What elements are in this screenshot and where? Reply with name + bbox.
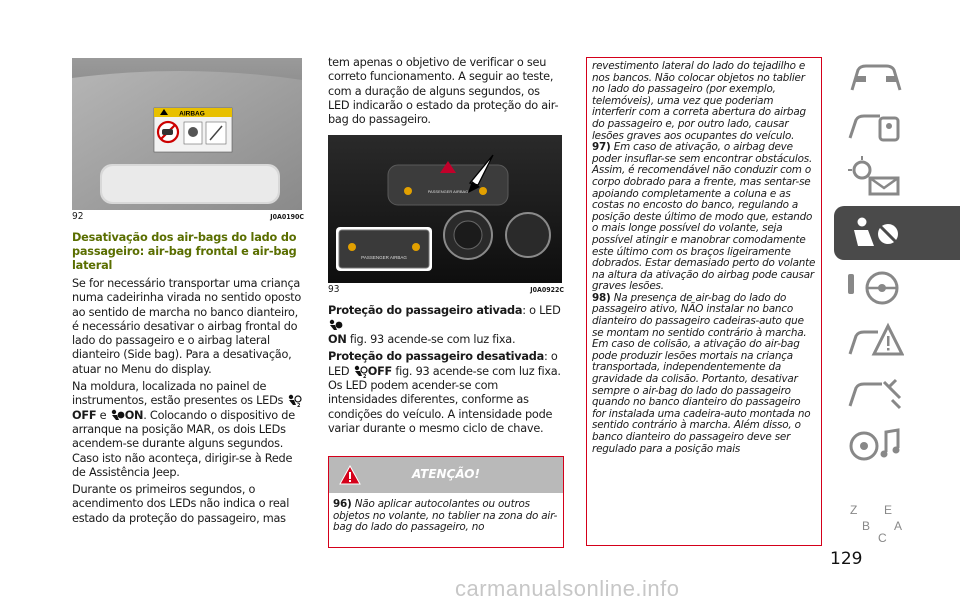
airbag-on-icon <box>110 409 125 422</box>
inset-label: PASSENGER AIRBAG <box>361 255 407 261</box>
seat-airbag-icon <box>844 212 904 254</box>
warning-header <box>329 457 563 493</box>
warning-box-continued <box>586 57 822 546</box>
steering-wheel-icon <box>844 268 904 310</box>
figure-code: J0A0190C <box>270 213 304 221</box>
car-service-icon <box>844 372 904 414</box>
index-letter: C <box>878 531 887 545</box>
tab-alphabetic-index[interactable] <box>834 494 960 548</box>
dashboard-illustration <box>328 135 562 283</box>
panel-label: PASSENGER AIRBAG <box>427 189 469 195</box>
warning-box <box>328 456 564 548</box>
figure-92-caption <box>72 211 304 223</box>
tab-car-dashboard[interactable] <box>834 50 960 104</box>
paragraph-protection-active: Proteção do passageiro ativada: o LED ON fig. 93 acende-se com luz fixa. <box>328 304 561 347</box>
tab-steering-wheel[interactable] <box>834 262 960 316</box>
index-letter: Z <box>850 503 858 517</box>
tab-car-service[interactable] <box>834 366 960 420</box>
paragraph: Na moldura, localizada no painel de instrumentos, estão presentes os LEDs 2 OFF e ON. Colocando o dispositivo de arranque na posição MAR, os dois LEDs acendem-se durante alguns segundos. Caso isto não aconteça, dirigir-se à Rede de Assistência Jeep. <box>72 380 300 479</box>
paragraph: Se for necessário transportar uma criança numa cadeirinha virada no sentido oposto ao sentido de marcha no banco dianteiro, é necessário desativar o airbag frontal do lado do passageiro e o airbag lateral dianteiro (Side bag). Para a desativação, atuar no Menu do display. <box>72 277 302 376</box>
watermark: carmanualsonline.info <box>455 576 680 601</box>
column-2 <box>328 0 564 439</box>
car-key-icon <box>844 104 904 146</box>
paragraph-protection-deactivated: Proteção do passageiro desativada: o LED 2 OFF fig. 93 acende-se com luz fixa. Os LED podem acender-se com intensidades diferentes, conforme as condições do veículo. A intensidade pode variar durante o mesmo ciclo de chave. <box>328 350 561 435</box>
svg-text:2: 2 <box>362 373 366 378</box>
tab-car-breakdown[interactable] <box>834 314 960 368</box>
index-letter: B <box>862 519 871 533</box>
page-number: 129 <box>830 549 863 569</box>
airbag-on-icon <box>328 319 343 332</box>
warning-item-96: 96) Não aplicar autocolantes ou outros objetos no volante, no tablier na zona do air-bag do lado do passageiro, no <box>333 498 558 534</box>
sun-visor-illustration <box>72 58 302 210</box>
figure-code: J0A0922C <box>530 286 564 295</box>
paragraph: Durante os primeiros segundos, o acendimento dos LEDs não indica o real estado da proteção do passageiro, mas <box>72 483 290 525</box>
warning-item-96-continued: revestimento lateral do lado do tejadilho e nos bancos. Não colocar objetos no tablier no lado do passageiro (por exemplo, telemóveis), uma vez que poderiam interferir com a correta abertura do airbag do passageiro e, por outro lado, causar lesões graves aos ocupantes do veículo. <box>592 60 806 142</box>
tab-warning-lights[interactable] <box>834 150 960 204</box>
index-letter: E <box>884 503 893 517</box>
figure-93-caption <box>328 284 564 296</box>
car-dashboard-icon <box>844 56 904 98</box>
alphabetic-index-icon <box>844 500 904 548</box>
airbag-warning-sticker <box>154 108 232 152</box>
sticker-label: AIRBAG <box>179 110 205 118</box>
figure-92-sun-visor-photo <box>72 58 302 210</box>
airbag-off-icon <box>353 365 368 378</box>
tab-media[interactable] <box>834 418 960 472</box>
warning-item-97: 97) Em caso de ativação, o airbag deve poder insuflar-se sem encontrar obstáculos. Assim, é recomendável não conduzir com o corpo dobrado para a frente, mas sentar-se apoiando completamente a coluna e as costas no encosto do banco, regulando a posição deste último de modo que, estando o mais longe possível do volante, seja possível atingir e manobrar comodamente este último com os braços ligeiramente dobrados. Estar demasiado perto do volante na altura da ativação do airbag pode causar graves lesões. <box>592 141 816 293</box>
media-icon <box>844 424 904 466</box>
column-1 <box>72 0 304 529</box>
tab-car-key[interactable] <box>834 98 960 152</box>
car-breakdown-icon <box>844 320 904 362</box>
svg-text:2: 2 <box>296 403 300 408</box>
section-heading: Desativação dos air-bags do lado do passageiro: air-bag frontal e air-bag lateral <box>72 231 297 272</box>
airbag-off-icon <box>287 394 302 407</box>
figure-number: 93 <box>328 284 340 296</box>
tab-seat-airbag[interactable] <box>834 206 960 260</box>
figure-93-dashboard-photo <box>328 135 562 283</box>
figure-number: 92 <box>72 211 84 222</box>
paragraph: tem apenas o objetivo de verificar o seu correto funcionamento. A seguir ao teste, com a duração de alguns segundos, os LED indicarão o estado da proteção do air-bag do passageiro. <box>328 56 559 127</box>
warning-item-98: 98) Na presença de air-bag do lado do passageiro ativo, NÃO instalar no banco dianteiro do passageiro cadeiras-auto que se montam no sentido contrário à marcha. Em caso de colisão, a ativação do air-bag pode produzir lesões mortais na criança transportada, independentemente da gravidade da colisão. Portanto, desativar sempre o air-bag do lado do passageiro quando no banco dianteiro do passageiro for instalada uma cadeira-auto montada no sentido contrário à marcha. Além disso, o banco dianteiro do passageiro deve ser regulado para a posição mais <box>592 291 811 455</box>
index-letter: A <box>894 519 903 533</box>
warning-title: ATENÇÃO! <box>412 467 480 481</box>
warning-lights-icon <box>844 156 904 198</box>
